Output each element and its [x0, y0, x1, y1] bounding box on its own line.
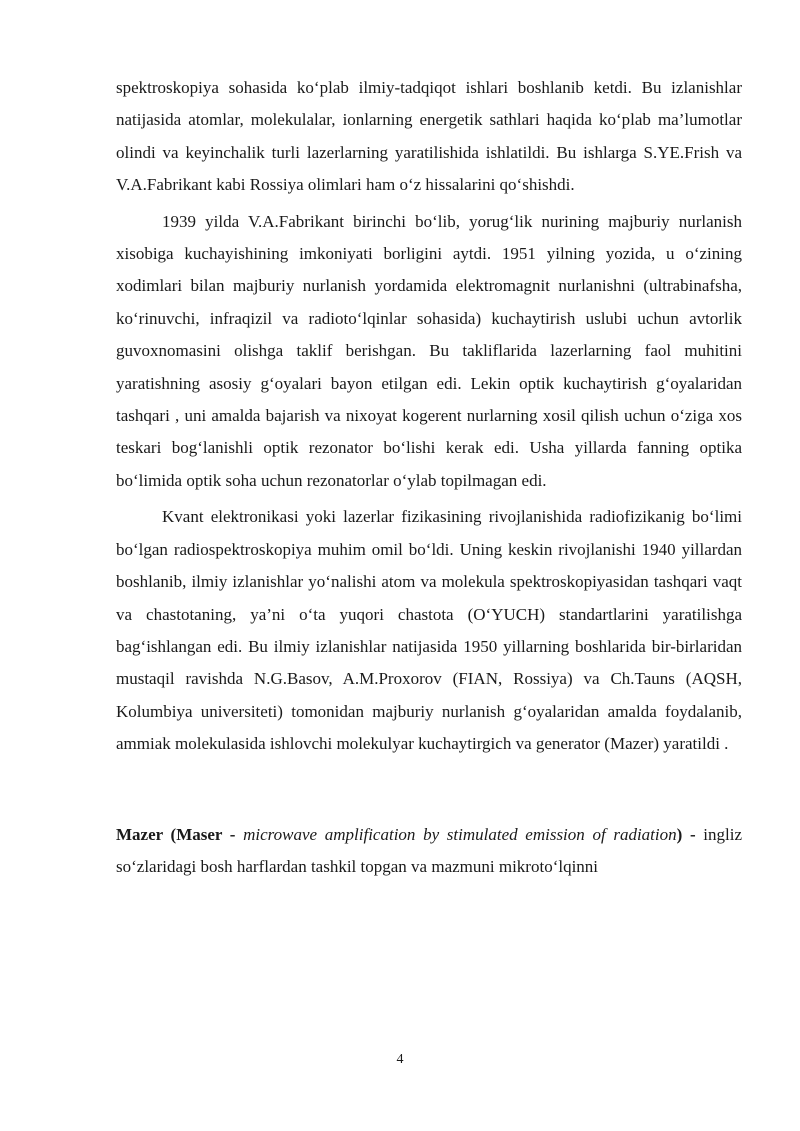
definition-term-close: ) -: [676, 824, 696, 844]
page-content: [116, 72, 742, 887]
paragraph-2: 1939 yilda V.A.Fabrikant birinchi bo‘lib, yorug‘lik nurining majburiy nurlanish xisobiga kuchayishining imkoniyati borligini aytdi. 1951 yilning yozida, u o‘zining xodimlari bilan majburiy nurlanish yordamida elektromagnit nurlanishni (ultrabinafsha, ko‘rinuvchi, infraqizil va radioto‘lqinlar sohasida) kuchaytirish uslubi uchun avtorlik guvoxnomasini olishga taklif berishgan. Bu takliflarida lazerlarning faol muhitini yaratishning asosiy g‘oyalari bayon etilgan edi. Lekin optik kuchaytirish g‘oyalaridan tashqari , uni amalda bajarish va nixoyat kogerent nurlarning xosil qilish uchun o‘ziga xos teskari bog‘lanishli optik rezonator bo‘lishi kerak edi. Usha yillarda fanning optika bo‘limida optik soha uchun rezonatorlar o‘ylab topilmagan edi.: [116, 211, 742, 490]
definition-paragraph: [116, 819, 742, 884]
definition-text: ingliz so‘zlaridagi bosh harflardan tashkil topgan va mazmuni mikroto‘lqinni: [116, 824, 742, 876]
paragraph-3: Kvant elektronikasi yoki lazerlar fizikasining rivojlanishida radiofizikanig bo‘limi bo‘lgan radiospektroskopiya muhim omil bo‘ldi. Uning keskin rivojlanishi 1940 yillardan boshlanib, ilmiy izlanishlar yo‘nalishi atom va molekula spektroskopiyasidan tashqari vaqt va chastotaning, ya’ni o‘ta yuqori chastota (O‘YUCH) standartlarini yaratilishga bag‘ishlangan edi. Bu ilmiy izlanishlar natijasida 1950 yillarning boshlarida bir-birlaridan mustaqil ravishda N.G.Basov, A.M.Proxorov (FIAN, Rossiya) va Ch.Tauns (AQSH, Kolumbiya universiteti) tomonidan majburiy nurlanish g‘oyalaridan amalda foydalanib, ammiak molekulasida ishlovchi molekulyar kuchaytirgich va generator (Mazer) yaratildi .: [116, 507, 742, 754]
definition-expansion: microwave amplification by stimulated emission of radiation: [243, 824, 677, 844]
page-number: 4: [396, 1052, 404, 1067]
definition-term: Mazer (Maser -: [116, 824, 244, 844]
blank-line: [116, 765, 742, 819]
paragraph-1: spektroskopiya sohasida ko‘plab ilmiy-tadqiqot ishlari boshlanib ketdi. Bu izlanishlar natijasida atomlar, molekulalar, ionlarning energetik sathlari haqida ko‘plab ma’lumotlar olindi va keyinchalik turli lazerlarning yaratilishida ishlatildi. Bu ishlarga S.YE.Frish va V.A.Fabrikant kabi Rossiya olimlari ham o‘z hissalarini qo‘shishdi.: [116, 78, 742, 195]
